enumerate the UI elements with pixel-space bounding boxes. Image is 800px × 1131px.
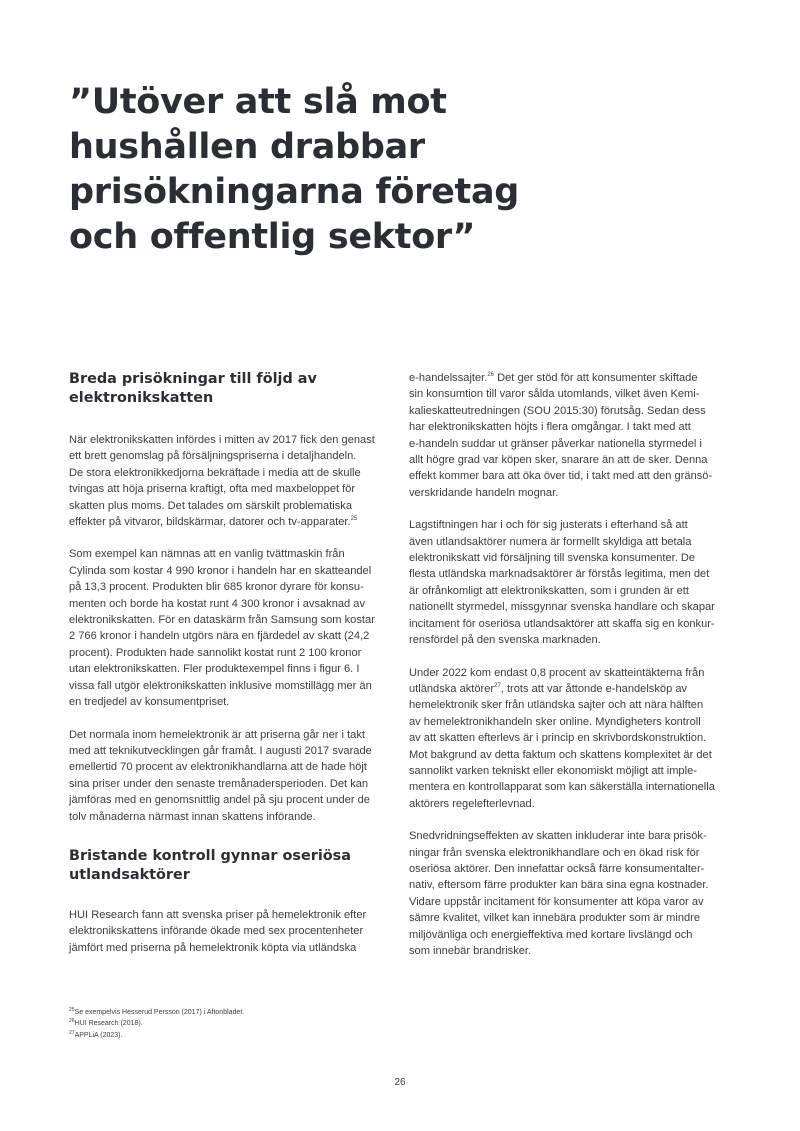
text-line: ningar från svenska elektronikhandlare och en ökad risk för xyxy=(409,846,700,859)
text-segment: e-handelssajter. xyxy=(409,372,488,384)
footnote xyxy=(69,1006,244,1017)
footnote xyxy=(69,1029,244,1040)
text-line: av hemelektronikhandeln sker online. Myndigheters kontroll xyxy=(409,715,701,728)
text-line: nativ, eftersom färre produkter kan bära sina egna kostnader. xyxy=(409,879,709,892)
text-line: rensfördel på den svenska marknaden. xyxy=(409,634,601,647)
paragraph xyxy=(69,546,392,710)
text-line: aktörers regelefterlevnad. xyxy=(409,797,535,810)
text-line: tvingas att höja priserna kraftigt, ofta med maxbeloppet för xyxy=(69,483,356,496)
text-line: sämre kvalitet, vilket kan innebära produkter som är mindre xyxy=(409,912,701,925)
paragraph xyxy=(409,828,732,959)
text-line: sannolikt varken tekniskt eller ekonomiskt möjligt att imple- xyxy=(409,764,697,777)
footnote xyxy=(69,1017,244,1028)
footnote-ref: 25 xyxy=(350,516,358,523)
text-line: miljövänliga och energieffektiva med kortare livslängd och xyxy=(409,928,693,941)
left-column xyxy=(69,370,392,956)
section-heading xyxy=(69,847,392,885)
footnote-number: 26 xyxy=(69,1018,75,1025)
text-line: När elektronikskatten infördes i mitten av 2017 fick den genast xyxy=(69,434,375,446)
text-line: procent). Produkten hade sannolikt kostat runt 2 100 kronor xyxy=(69,646,362,659)
text-line: har elektronikskatten höjts i flera omgångar. I takt med att xyxy=(409,421,691,434)
text-line: Cylinda som kostar 4 990 kronor i handeln har en skatteandel xyxy=(69,564,372,577)
paragraph xyxy=(409,517,732,648)
heading-line: utlandsaktörer xyxy=(69,866,190,883)
text-line: Snedvridningseffekten av skatten inkluderar inte bara prisök- xyxy=(409,830,707,843)
text-line: HUI Research fann att svenska priser på hemelektronik efter xyxy=(69,908,367,921)
text-line: flesta utländska marknadsaktörer är förstås legitima, men det xyxy=(409,568,710,581)
text-line: Under 2022 kom endast 0,8 procent av skatteintäkterna från xyxy=(409,666,705,679)
text-line: som innebär brandrisker. xyxy=(409,945,532,957)
paragraph xyxy=(69,432,392,530)
text-line: 2 766 kronor i handeln utgörs nära en fjärdedel av skatt (24,2 xyxy=(69,630,370,643)
text-line: sina priser under den senaste tremånadersperioden. Det kan xyxy=(69,777,369,790)
footnote-ref: 27 xyxy=(494,682,501,689)
text-line: är ofrånkomligt att elektronikskatten, som i grunden är ett xyxy=(409,584,689,597)
text-line: elektronikskattens införande ökade med sex procentenheter xyxy=(69,925,364,938)
text-line: De stora elektronikkedjorna bekräftade i media att de skulle xyxy=(69,466,361,479)
quote-line: prisökningarna företag xyxy=(69,172,520,212)
text-line: även utlandsaktörer numera är formellt skyldiga att betala xyxy=(409,535,692,548)
text-line: kalieskatteutredningen (SOU 2015:30) förutsåg. Sedan dess xyxy=(409,404,706,417)
text-line: sin konsumtion till varor sålda utomlands, vilket även Kemi- xyxy=(409,388,700,401)
text-line: jämföras med en genomsnittlig andel på sju procent under de xyxy=(69,794,370,807)
heading-line: Breda prisökningar till följd av xyxy=(69,371,317,387)
text-line: nationellt styrmedel, missgynnar svenska handlare och skapar xyxy=(409,601,715,614)
text-segment: utländska aktörer xyxy=(409,682,495,695)
footnote-number: 27 xyxy=(69,1029,75,1036)
text-line: Som exempel kan nämnas att en vanlig tvättmaskin från xyxy=(69,548,345,561)
footnote-ref: 26 xyxy=(487,372,495,378)
text-line: Mot bakgrund av detta faktum och skattens komplexitet är det xyxy=(409,748,712,761)
text-segment: Det ger stöd för att konsumenter skiftade xyxy=(494,372,698,384)
footnote-text: APPLiA (2023). xyxy=(74,1031,123,1039)
footnote-text: HUI Research (2018). xyxy=(74,1020,143,1028)
text-line: med att teknikutvecklingen går framåt. I augusti 2017 svarade xyxy=(69,744,372,757)
paragraph xyxy=(69,907,392,956)
text-line: emellertid 70 procent av elektronikhandlarna att de hade höjt xyxy=(69,761,367,774)
text-segment: , trots att var åttonde e-handelsköp av xyxy=(500,682,688,695)
text-line: Vidare uppstår incitament för konsumenter att köpa varor av xyxy=(409,895,704,908)
paragraph xyxy=(69,727,392,825)
text-line: tolv månaderna närmast innan skattens införande. xyxy=(69,810,316,823)
paragraph xyxy=(409,665,732,813)
page-number: 26 xyxy=(394,1077,406,1088)
text-line: verskridande handeln mognar. xyxy=(409,486,559,499)
text-line xyxy=(409,370,732,386)
footnote-number: 25 xyxy=(69,1007,75,1013)
text-line: hemelektronik sker från utländska sajter och att nära hälften xyxy=(409,699,704,712)
text-line: vissa fall utgör elektronikskatten inklusive momstillägg mer än xyxy=(69,679,372,692)
text-line: skatten plus moms. Det talades om särskilt problematiska xyxy=(69,499,352,512)
pull-quote xyxy=(69,80,589,260)
paragraph xyxy=(409,370,732,501)
text-line: utan elektronikskatten. Fler produktexempel finns i figur 6. I xyxy=(69,663,360,676)
text-line: elektronikskatt vid försäljning till svenska konsumenter. De xyxy=(409,552,696,565)
text-line xyxy=(409,681,732,697)
quote-line: hushållen drabbar xyxy=(69,127,425,167)
section-heading xyxy=(69,370,392,408)
text-line: ett brett genomslag på försäljningspriserna i detaljhandeln. xyxy=(69,450,357,463)
text-line: effekt kommer bara att öka över tid, i takt med att den gränsö- xyxy=(409,470,713,483)
text-line: oseriösa aktörer. Den innefattar också färre konsumentalter- xyxy=(409,862,705,875)
text-line: mentera en kontrollapparat som kan säkerställa internationella xyxy=(409,781,715,794)
text-line xyxy=(69,514,392,530)
text-line: en tredjedel av konsumentpriset. xyxy=(69,696,230,709)
text-line: elektronikskatten. För en dataskärm från Samsung som kostar xyxy=(69,614,375,627)
text-line: menten och borde ha kostat runt 4 300 kronor i avsaknad av xyxy=(69,597,366,610)
text-line: av att skatten efterlevs är i princip en skrivbordskonstruktion. xyxy=(409,732,707,745)
footnote-text: Se exempelvis Hesserud Persson (2017) i Aftonbladet. xyxy=(74,1009,245,1016)
heading-line: elektronikskatten xyxy=(69,390,214,406)
text-line: e-handeln suddar ut gränser påverkar nationella styrmedel i xyxy=(409,437,702,450)
right-column xyxy=(409,370,732,959)
text-line: incitament för oseriösa utlandsaktörer att skaffa sig en konkur- xyxy=(409,617,715,630)
quote-line: ”Utöver att slå mot xyxy=(69,82,447,122)
text-line: Det normala inom hemelektronik är att priserna går ner i takt xyxy=(69,728,365,741)
heading-line: Bristande kontroll gynnar oseriösa xyxy=(69,847,351,864)
text-line: allt högre grad var köpen sker, snarare än att de sker. Denna xyxy=(409,454,708,467)
text-line: på 13,3 procent. Produkten blir 685 kronor dyrare för konsu- xyxy=(69,581,364,594)
text-line: Lagstiftningen har i och för sig justerats i efterhand så att xyxy=(409,519,688,532)
quote-line: och offentlig sektor” xyxy=(69,217,476,257)
text-line: jämfört med priserna på hemelektronik köpta via utländska xyxy=(69,941,357,954)
text-segment: effekter på vitvaror, bildskärmar, datorer och tv-apparater. xyxy=(69,516,351,529)
footnotes xyxy=(69,1006,244,1040)
